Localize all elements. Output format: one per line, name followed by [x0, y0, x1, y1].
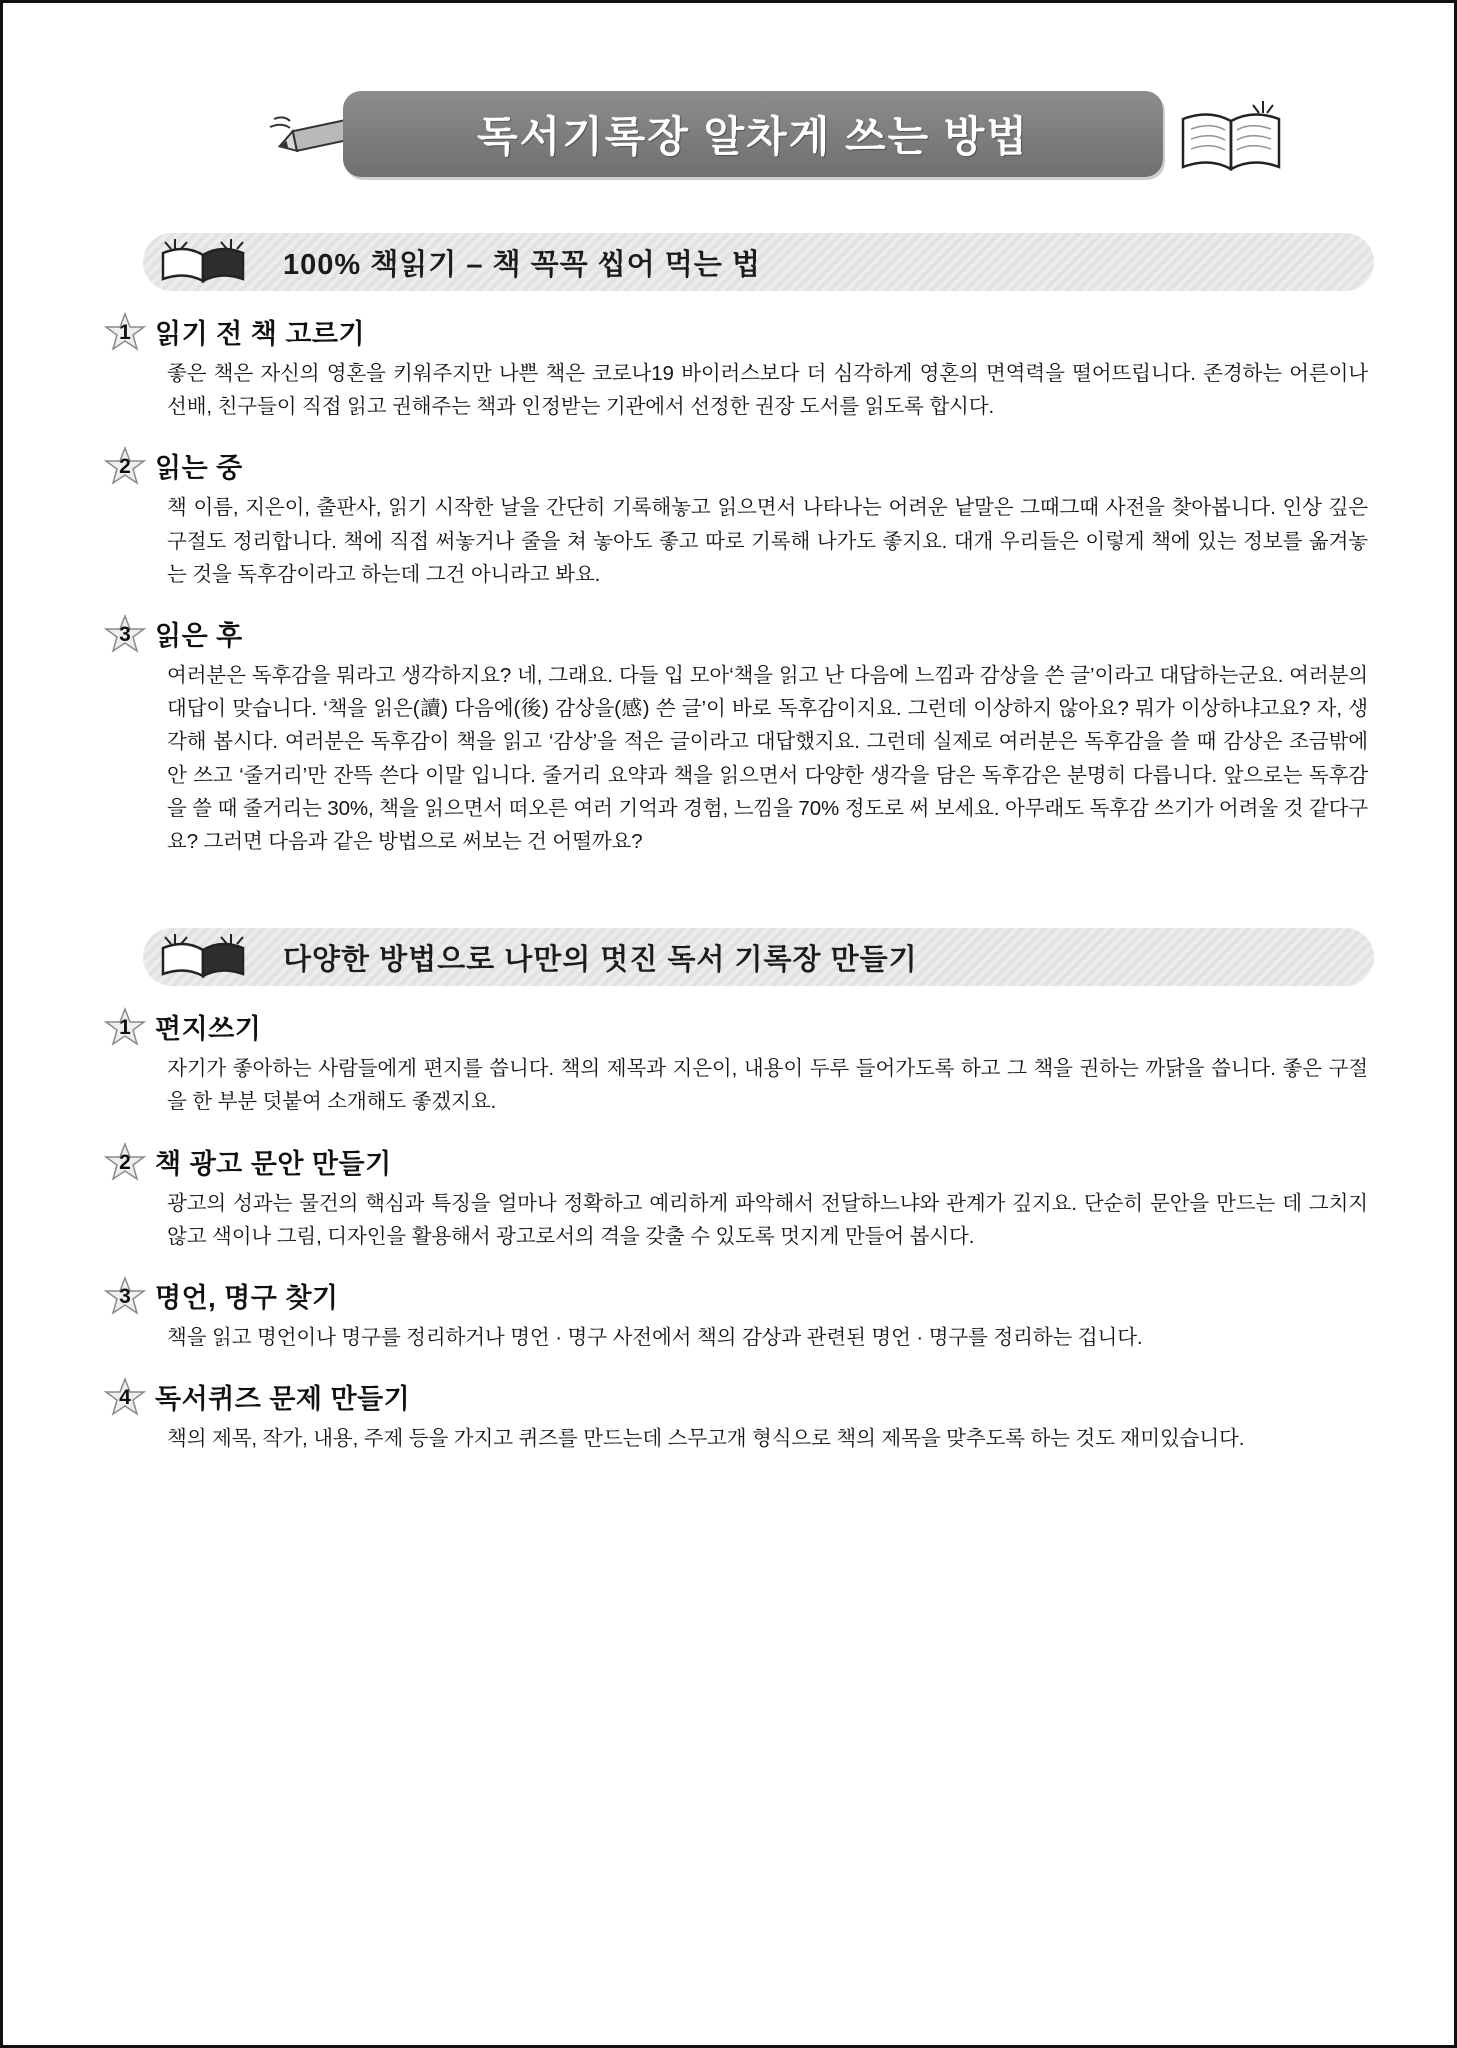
item-header [83, 1008, 1374, 1048]
item-number: 2 [119, 1150, 131, 1174]
star-bullet-icon [103, 1275, 147, 1319]
list-item [83, 1277, 1374, 1354]
item-number: 1 [119, 1016, 131, 1040]
star-bullet-icon [103, 613, 147, 657]
list-item [83, 615, 1374, 858]
section-title-bar [143, 928, 1374, 986]
item-body: 좋은 책은 자신의 영혼을 키워주지만 나쁜 책은 코로나19 바이러스보다 더 심각하게 영혼의 면역력을 떨어뜨립니다. 존경하는 어른이나 선배, 친구들이 직접 읽고 권해주는 책과 인정받는 기관에서 선정한 권장 도서를 읽도록 합시다. [167, 362, 1368, 419]
list-item [83, 1143, 1374, 1253]
star-bullet-icon [103, 445, 147, 489]
item-title: 명언, 명구 찾기 [155, 1283, 339, 1314]
item-body: 광고의 성과는 물건의 핵심과 특징을 얼마나 정확하고 예리하게 파악해서 전달하느냐와 관계가 깊지요. 단순히 문안을 만드는 데 그치지 않고 색이나 그림, 디자인을 활용해서 광고로서의 격을 갖출 수 있도록 멋지게 만들어 봅시다. [167, 1191, 1368, 1248]
star-bullet-icon [103, 311, 147, 355]
item-body: 여러분은 독후감을 뭐라고 생각하지요? 네, 그래요. 다들 입 모아‘책을 읽고 난 다음에 느낌과 감상을 쓴 글’이라고 대답하는군요. 여러분의 대답이 맞습니다. ‘책을 읽은(讀) 다음에(後) 감상을(感) 쓴 글’이 바로 독후감이지요. 그런데 이상하지 않아요? 뭐가 이상하냐고요? 자, 생각해 봅시다. 여러분은 독후감이 책을 읽고 ‘감상’을 적은 글이라고 대답했지요. 그런데 실제로 여러분은 독후감을 쓸 때 감상은 조금밖에 안 쓰고 ‘줄거리’만 잔뜩 쓴다 이말 입니다. 줄거리 요약과 책을 읽으면서 다양한 생각을 담은 독후감은 분명히 다릅니다. 앞으로는 독후감을 쓸 때 줄거리는 30%, 책을 읽으면서 떠오른 여러 기억과 경험, 느낌을 70% 정도로 써 보세요. 아무래도 독후감 쓰기가 어려울 것 같다구요? 그러면 다음과 같은 방법으로 써보는 건 어떨까요? [167, 664, 1368, 854]
item-title: 편지쓰기 [155, 1014, 262, 1045]
item-header [83, 313, 1374, 353]
item-header [83, 1378, 1374, 1418]
item-header [83, 615, 1374, 655]
item-number: 3 [119, 623, 131, 647]
page-content [3, 3, 1454, 2045]
item-body: 책의 제목, 작가, 내용, 주제 등을 가지고 퀴즈를 만드는데 스무고개 형식으로 책의 제목을 맞추도록 하는 것도 재미있습니다. [167, 1427, 1245, 1451]
item-title: 독서퀴즈 문제 만들기 [155, 1384, 411, 1415]
section-title: 다양한 방법으로 나만의 멋진 독서 기록장 만들기 [283, 943, 918, 976]
item-body: 자기가 좋아하는 사람들에게 편지를 씁니다. 책의 제목과 지은이, 내용이 두루 들어가도록 하고 그 책을 권하는 까닭을 씁니다. 좋은 구절을 한 부분 덧붙여 소개해도 좋겠지요. [167, 1057, 1368, 1114]
document-title-row [83, 83, 1374, 193]
section-title-bar [143, 233, 1374, 291]
open-book-icon [1173, 93, 1293, 183]
item-title: 읽은 후 [155, 621, 243, 652]
document-title-banner [343, 91, 1163, 177]
item-number: 4 [119, 1386, 131, 1410]
star-bullet-icon [103, 1006, 147, 1050]
item-body: 책을 읽고 명언이나 명구를 정리하거나 명언 · 명구 사전에서 책의 감상과 관련된 명언 · 명구를 정리하는 겁니다. [167, 1326, 1143, 1350]
item-header [83, 447, 1374, 487]
item-header [83, 1143, 1374, 1183]
section-header [83, 928, 1374, 990]
star-bullet-icon [103, 1141, 147, 1185]
book-icon [155, 235, 267, 291]
item-title: 읽기 전 책 고르기 [155, 319, 366, 349]
star-bullet-icon [103, 1376, 147, 1420]
list-item [83, 1378, 1374, 1455]
section-header [83, 233, 1374, 295]
item-number: 3 [119, 1285, 131, 1309]
item-title: 읽는 중 [155, 453, 243, 484]
list-item [83, 447, 1374, 591]
book-icon [155, 930, 267, 986]
item-title: 책 광고 문안 만들기 [155, 1148, 392, 1179]
list-item [83, 313, 1374, 423]
list-item [83, 1008, 1374, 1118]
item-header [83, 1277, 1374, 1317]
section-title: 100% 책읽기 – 책 꼭꼭 씹어 먹는 법 [283, 248, 761, 281]
item-number: 2 [119, 455, 131, 479]
item-number: 1 [119, 321, 131, 344]
page-title: 독서기록장 알차게 쓰는 방법 [477, 113, 1029, 160]
item-body: 책 이름, 지은이, 출판사, 읽기 시작한 날을 간단히 기록해놓고 읽으면서 나타나는 어려운 낱말은 그때그때 사전을 찾아봅니다. 인상 깊은 구절도 정리합니다. 책에 직접 써놓거나 줄을 쳐 놓아도 좋고 따로 기록해 나가도 좋지요. 대개 우리들은 이렇게 책에 있는 정보를 옮겨놓는 것을 독후감이라고 하는데 그건 아니라고 봐요. [167, 496, 1368, 586]
